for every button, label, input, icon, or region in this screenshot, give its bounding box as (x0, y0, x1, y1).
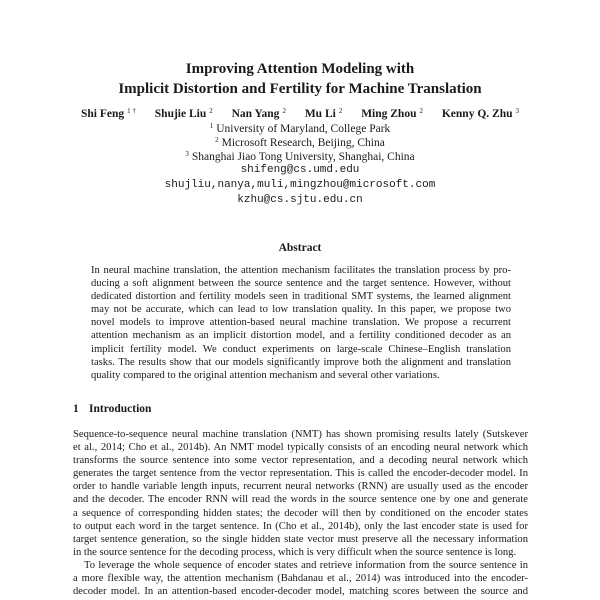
affiliation (0, 136, 600, 150)
body-line: a sequence of corresponding hidden states; the decoder will then by conditioned on the encoder states (73, 507, 528, 519)
body-line: a more flexible way, the attention mechanism (Bahdanau et al., 2014) was introduced into the encoder- (73, 573, 528, 585)
author-name: Nan Yang (231, 108, 280, 120)
author-name: Shujie Liu (154, 108, 207, 120)
body-line: target sentence generation, so the single hidden state vector must preserve all the necessary information (73, 533, 528, 545)
author-affiliation-mark: 2 (419, 107, 423, 115)
author-affiliation-mark: 3 (515, 107, 519, 115)
abstract-line: In neural machine translation, the attention mechanism facilitates the translation process by pro- (91, 265, 511, 276)
author-list (0, 107, 600, 122)
body-line: order to handle variable length inputs, recurrent neural networks (RNN) are usually used as the encoder (73, 481, 528, 493)
body-line: in the source sentence for the decoding process, which is very difficult when the source sentence is long. (73, 546, 517, 558)
author (442, 107, 519, 122)
section-title: Introduction (89, 403, 152, 415)
author-name: Ming Zhou (361, 108, 417, 120)
paper-title (0, 59, 600, 99)
author-name: Shi Feng (81, 108, 125, 120)
author-affiliation-mark: 2 (209, 107, 213, 115)
abstract-line: attention mechanism as an implicit distortion model, and a fertility conditioned decoder as an (91, 330, 511, 342)
email-address: kzhu@cs.sjtu.edu.cn (237, 194, 363, 206)
body-line: generates the target sentence from the vector representation. This is called the encoder-decoder model. In (73, 468, 528, 480)
author-affiliation-mark: 2 (282, 107, 286, 115)
author (155, 107, 213, 122)
author (232, 107, 286, 122)
section-number: 1 (73, 403, 79, 415)
body-line: To leverage the whole sequence of encoder states and retrieve information from the source sentence in (84, 559, 528, 571)
abstract-line: tasks. The results show that our models significantly improve both the alignment and translation (91, 356, 511, 368)
abstract-line: implicit fertility model. We conduct experiments on large-scale Chinese–English translation (91, 343, 511, 355)
author (361, 107, 423, 122)
section-heading (73, 402, 151, 416)
abstract-body (91, 264, 511, 382)
abstract-heading: Abstract (278, 242, 322, 254)
author (81, 107, 136, 122)
affiliation-mark: 2 (215, 136, 219, 144)
affiliation-mark: 1 (209, 122, 214, 130)
author-affiliation-mark: 2 (338, 107, 343, 115)
abstract-line: dedicated distortion and fertility models seen in traditional SMT systems, the learned alignment (91, 291, 511, 303)
body-line: to output each word in the target sentence. In (Cho et al., 2014b), only the last encoder state is used for (73, 520, 528, 532)
affiliation (0, 122, 600, 136)
body-line: et al., 2014; Cho et al., 2014b). An NMT model typically consists of an encoding neural network which (73, 442, 528, 454)
affiliation-text: Microsoft Research, Beijing, China (221, 137, 385, 149)
author-name: Mu Li (304, 108, 336, 120)
affiliation (0, 150, 600, 164)
abstract-line: quality compared to the original attention mechanism and several other variations. (91, 369, 440, 381)
introduction-body (73, 428, 528, 598)
author-affiliation-mark: 1 † (127, 107, 136, 115)
email-address: shifeng@cs.umd.edu (240, 164, 360, 176)
body-line: decoder model. In an attention-based encoder-decoder model, matching scores between the source and (73, 586, 528, 598)
author-name: Kenny Q. Zhu (441, 108, 513, 120)
abstract-line: may not be accurate, which can lead to low translation quality. In this paper, we propose two (91, 304, 511, 316)
body-line: and the decoder. The encoder RNN will read the words in the source sentence one by one and generate (73, 494, 528, 506)
affiliation-list (0, 122, 600, 164)
affiliation-text: Shanghai Jiao Tong University, Shanghai, China (191, 151, 415, 163)
title-line: Improving Attention Modeling with (185, 61, 415, 77)
body-line: transforms the source sentence into some vector representation, and a decoding neural network which (73, 455, 528, 467)
email-list (0, 163, 600, 208)
abstract-line: ducing a soft alignment between the source sentence and the target sentence. However, without (91, 278, 511, 290)
body-line: Sequence-to-sequence neural machine translation (NMT) has shown promising results lately (Sutskever (73, 429, 528, 440)
abstract-line: novel models to improve attention-based neural machine translation. We propose a recurrent (91, 317, 511, 329)
title-line: Implicit Distortion and Fertility for Machine Translation (118, 81, 482, 97)
affiliation-text: University of Maryland, College Park (216, 123, 391, 135)
email-address: shujliu,nanya,muli,mingzhou@microsoft.com (164, 179, 436, 191)
affiliation-mark: 3 (185, 150, 189, 158)
author (305, 107, 343, 122)
